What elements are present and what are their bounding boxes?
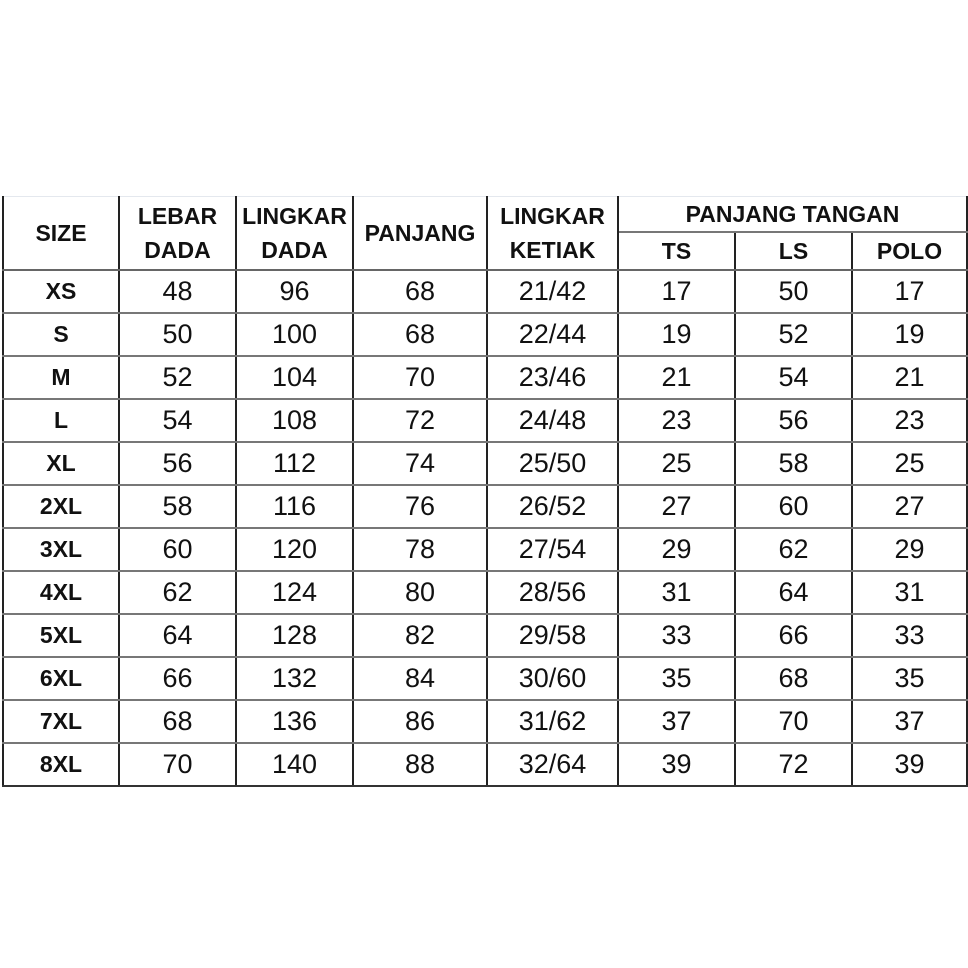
- size-cell: 6XL: [3, 657, 119, 700]
- value-cell: 25/50: [487, 442, 618, 485]
- header-line: LINGKAR: [242, 203, 347, 229]
- value-cell: 50: [735, 270, 852, 313]
- value-cell: 27: [618, 485, 735, 528]
- value-cell: 64: [735, 571, 852, 614]
- size-cell: 4XL: [3, 571, 119, 614]
- value-cell: 88: [353, 743, 487, 786]
- value-cell: 60: [735, 485, 852, 528]
- table-row: [3, 313, 967, 356]
- value-cell: 78: [353, 528, 487, 571]
- value-cell: 25: [618, 442, 735, 485]
- value-cell: 86: [353, 700, 487, 743]
- value-cell: 27/54: [487, 528, 618, 571]
- value-cell: 32/64: [487, 743, 618, 786]
- value-cell: 31: [618, 571, 735, 614]
- header-ls: LS: [735, 232, 852, 270]
- value-cell: 96: [236, 270, 353, 313]
- header-ts: TS: [618, 232, 735, 270]
- value-cell: 68: [353, 270, 487, 313]
- size-cell: S: [3, 313, 119, 356]
- size-cell: L: [3, 399, 119, 442]
- table-row: [3, 743, 967, 786]
- value-cell: 19: [618, 313, 735, 356]
- value-cell: 39: [852, 743, 967, 786]
- value-cell: 29/58: [487, 614, 618, 657]
- value-cell: 27: [852, 485, 967, 528]
- value-cell: 66: [119, 657, 236, 700]
- size-cell: 3XL: [3, 528, 119, 571]
- value-cell: 68: [353, 313, 487, 356]
- value-cell: 62: [735, 528, 852, 571]
- value-cell: 70: [735, 700, 852, 743]
- value-cell: 72: [353, 399, 487, 442]
- value-cell: 80: [353, 571, 487, 614]
- header-polo: POLO: [852, 232, 967, 270]
- value-cell: 124: [236, 571, 353, 614]
- header-lingkar-ketiak: [487, 197, 618, 271]
- table-body: [3, 270, 967, 786]
- value-cell: 21: [618, 356, 735, 399]
- value-cell: 30/60: [487, 657, 618, 700]
- value-cell: 17: [618, 270, 735, 313]
- value-cell: 54: [735, 356, 852, 399]
- header-line: LEBAR: [137, 203, 218, 229]
- table-row: [3, 657, 967, 700]
- table-row: [3, 700, 967, 743]
- value-cell: 128: [236, 614, 353, 657]
- value-cell: 50: [119, 313, 236, 356]
- value-cell: 17: [852, 270, 967, 313]
- table-row: [3, 614, 967, 657]
- value-cell: 37: [618, 700, 735, 743]
- value-cell: 62: [119, 571, 236, 614]
- size-cell: M: [3, 356, 119, 399]
- table-row: [3, 528, 967, 571]
- value-cell: 31: [852, 571, 967, 614]
- value-cell: 74: [353, 442, 487, 485]
- value-cell: 39: [618, 743, 735, 786]
- header-line: LINGKAR: [500, 203, 605, 229]
- value-cell: 140: [236, 743, 353, 786]
- value-cell: 70: [119, 743, 236, 786]
- value-cell: 33: [852, 614, 967, 657]
- table-row: [3, 356, 967, 399]
- value-cell: 100: [236, 313, 353, 356]
- value-cell: 84: [353, 657, 487, 700]
- value-cell: 56: [735, 399, 852, 442]
- header-lebar-dada: [119, 197, 236, 271]
- value-cell: 52: [735, 313, 852, 356]
- table-row: [3, 270, 967, 313]
- header-lingkar-dada: [236, 197, 353, 271]
- value-cell: 104: [236, 356, 353, 399]
- header-panjang: PANJANG: [353, 197, 487, 271]
- value-cell: 33: [618, 614, 735, 657]
- size-cell: 8XL: [3, 743, 119, 786]
- value-cell: 24/48: [487, 399, 618, 442]
- value-cell: 23/46: [487, 356, 618, 399]
- value-cell: 64: [119, 614, 236, 657]
- value-cell: 23: [618, 399, 735, 442]
- value-cell: 112: [236, 442, 353, 485]
- value-cell: 23: [852, 399, 967, 442]
- value-cell: 72: [735, 743, 852, 786]
- value-cell: 31/62: [487, 700, 618, 743]
- header-line: DADA: [261, 237, 328, 263]
- size-cell: 5XL: [3, 614, 119, 657]
- value-cell: 35: [618, 657, 735, 700]
- value-cell: 56: [119, 442, 236, 485]
- value-cell: 70: [353, 356, 487, 399]
- value-cell: 28/56: [487, 571, 618, 614]
- value-cell: 54: [119, 399, 236, 442]
- size-cell: 2XL: [3, 485, 119, 528]
- value-cell: 132: [236, 657, 353, 700]
- value-cell: 60: [119, 528, 236, 571]
- value-cell: 52: [119, 356, 236, 399]
- value-cell: 108: [236, 399, 353, 442]
- size-cell: XS: [3, 270, 119, 313]
- table-row: [3, 485, 967, 528]
- value-cell: 29: [618, 528, 735, 571]
- header-line: KETIAK: [509, 237, 596, 263]
- table-row: [3, 571, 967, 614]
- header-line: DADA: [144, 237, 211, 263]
- value-cell: 21: [852, 356, 967, 399]
- value-cell: 29: [852, 528, 967, 571]
- value-cell: 35: [852, 657, 967, 700]
- value-cell: 68: [735, 657, 852, 700]
- header-panjang-tangan: PANJANG TANGAN: [618, 197, 967, 233]
- value-cell: 58: [119, 485, 236, 528]
- value-cell: 66: [735, 614, 852, 657]
- value-cell: 68: [119, 700, 236, 743]
- value-cell: 116: [236, 485, 353, 528]
- value-cell: 76: [353, 485, 487, 528]
- value-cell: 25: [852, 442, 967, 485]
- value-cell: 120: [236, 528, 353, 571]
- value-cell: 19: [852, 313, 967, 356]
- value-cell: 82: [353, 614, 487, 657]
- value-cell: 21/42: [487, 270, 618, 313]
- value-cell: 136: [236, 700, 353, 743]
- value-cell: 48: [119, 270, 236, 313]
- value-cell: 22/44: [487, 313, 618, 356]
- table-row: [3, 442, 967, 485]
- value-cell: 26/52: [487, 485, 618, 528]
- value-cell: 37: [852, 700, 967, 743]
- table-row: [3, 399, 967, 442]
- size-cell: XL: [3, 442, 119, 485]
- value-cell: 58: [735, 442, 852, 485]
- header-size: SIZE: [3, 197, 119, 271]
- size-cell: 7XL: [3, 700, 119, 743]
- size-chart-table: [2, 196, 968, 787]
